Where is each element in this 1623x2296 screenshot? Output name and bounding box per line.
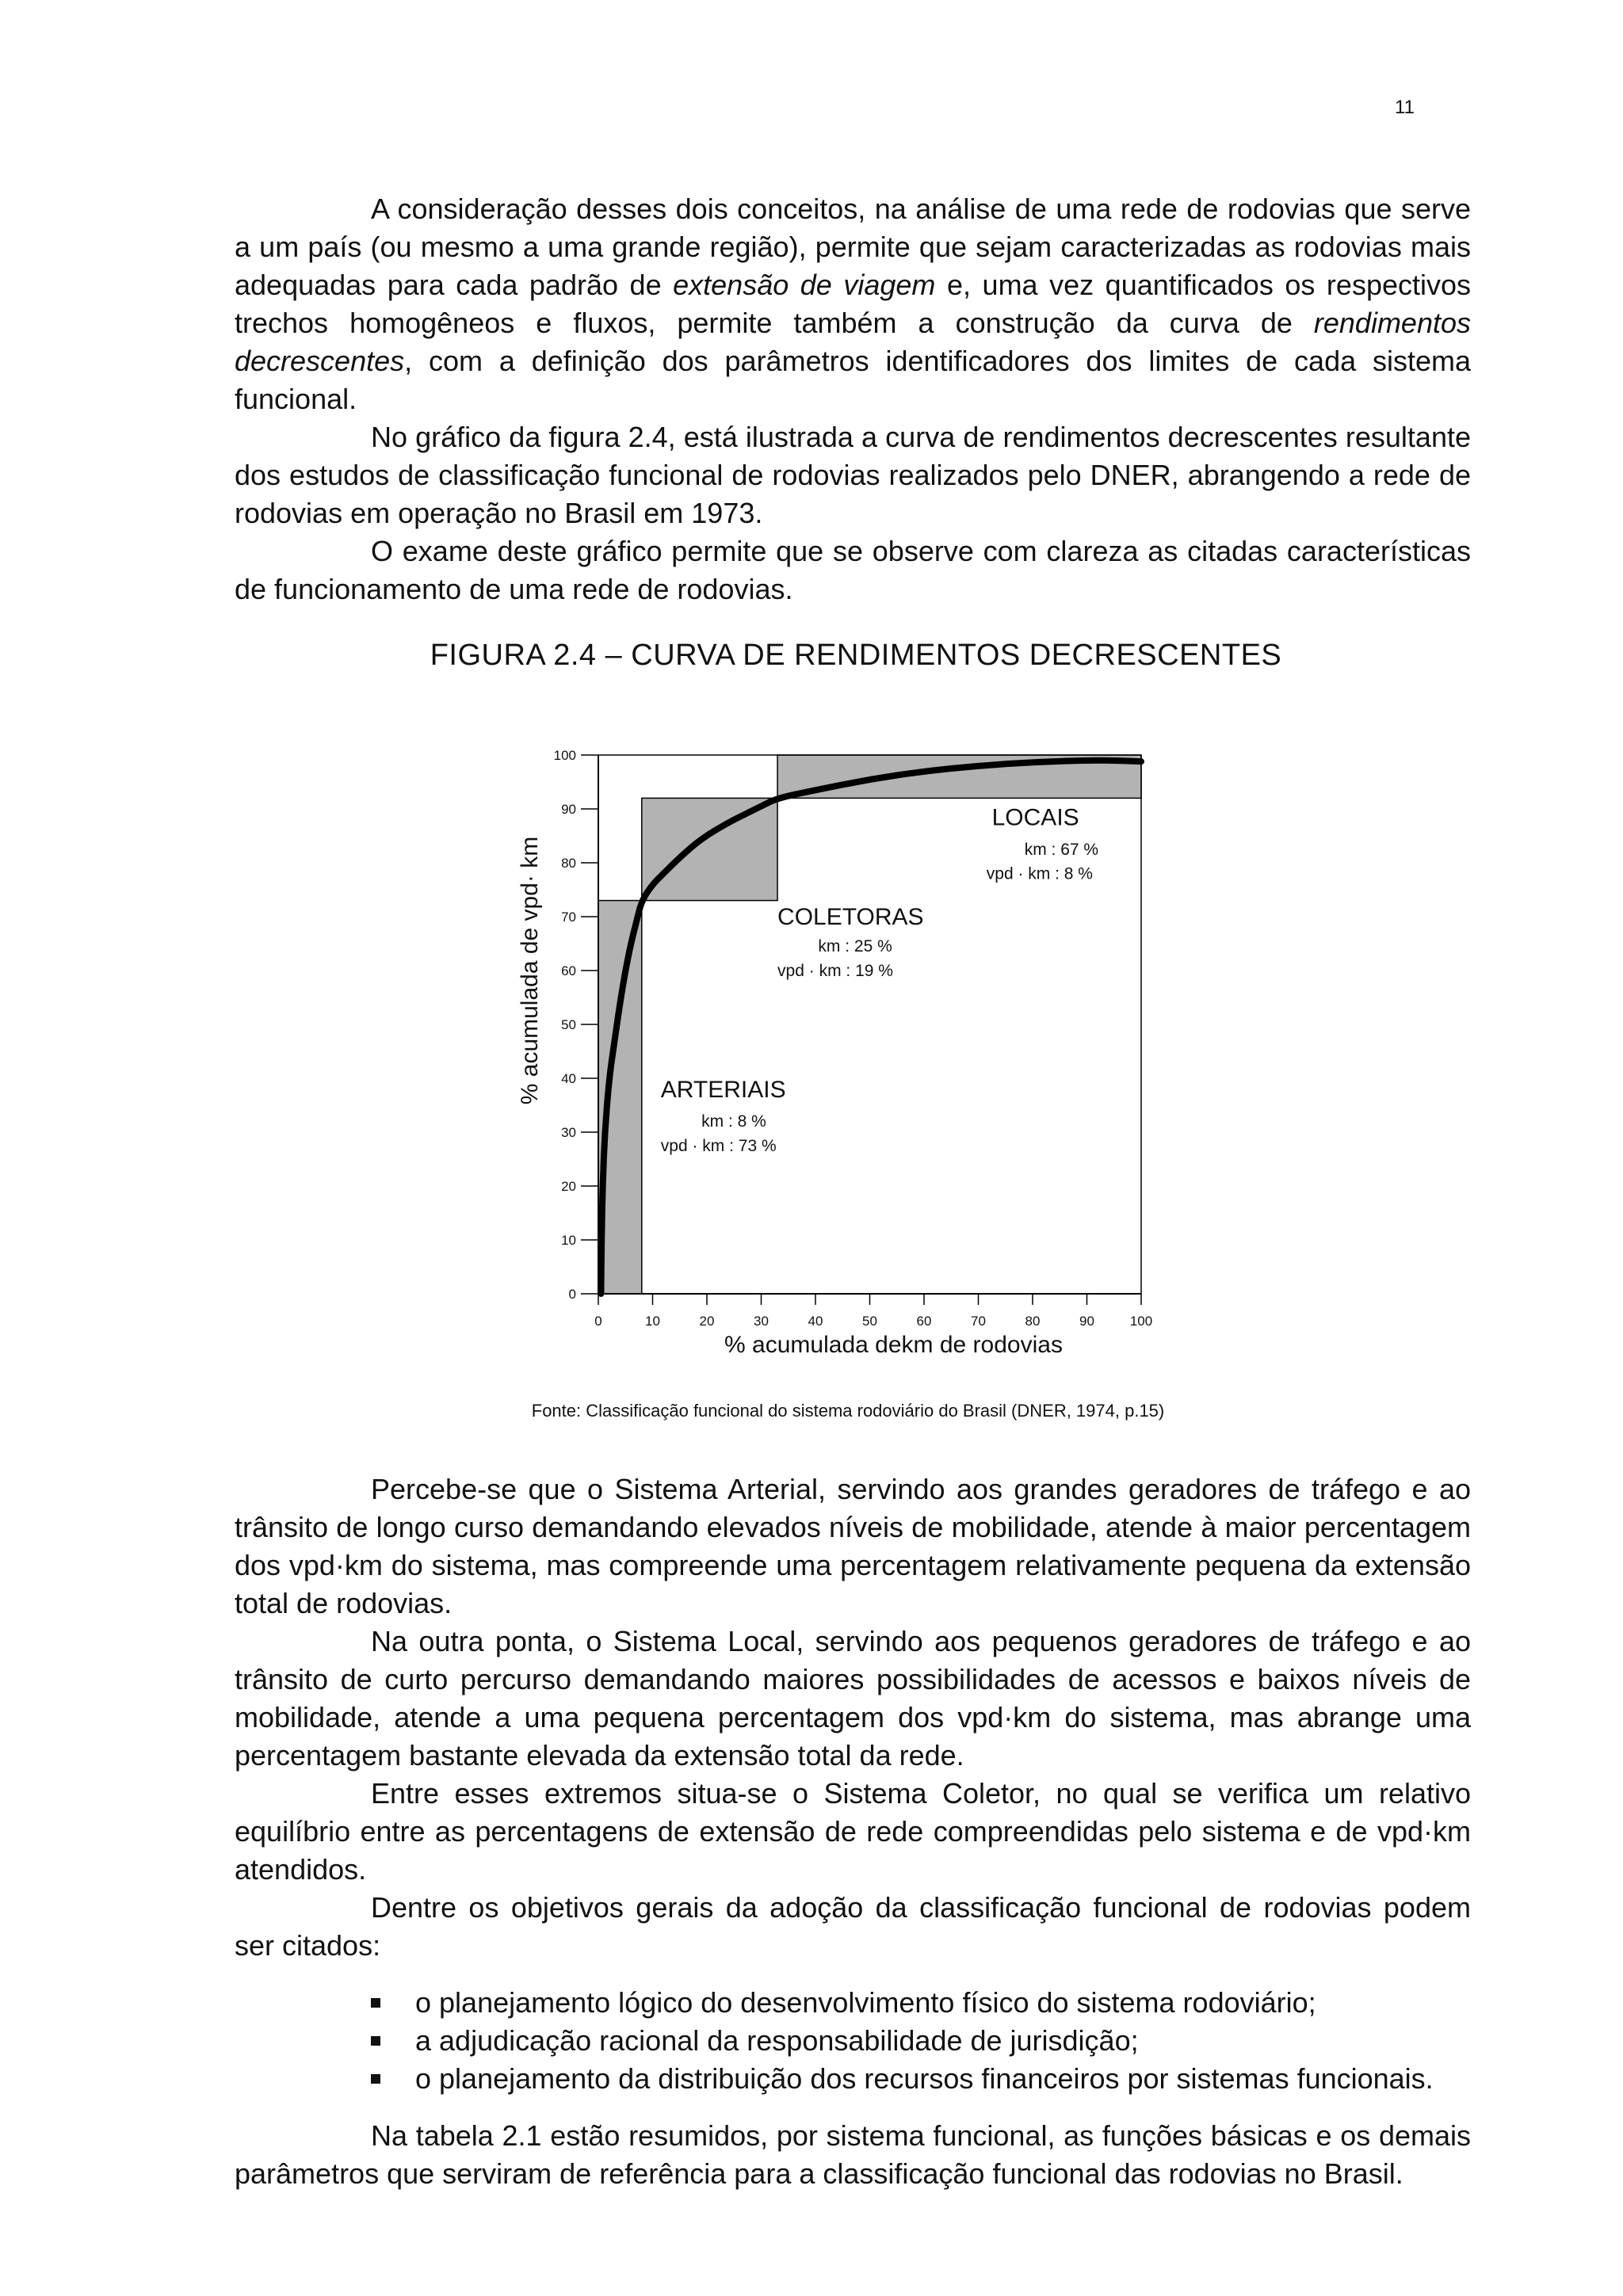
paragraph-2: No gráfico da figura 2.4, está ilustrada a curva de rendimentos decrescentes resultante dos estudos de classificação funcional de rodovias realizados pelo DNER, abrangendo a rede de rodovias em operação no Brasil em 1973. xyxy=(235,421,1471,529)
list-item xyxy=(371,2060,1471,2098)
paragraph-1 xyxy=(235,190,1471,418)
list-item-text: a adjudicação racional da responsabilidade de jurisdição; xyxy=(415,2024,1139,2057)
body-text-after xyxy=(235,1470,1471,2193)
p1-emphasis-2: rendimentos decrescentes xyxy=(235,307,1471,377)
list-item xyxy=(371,2022,1471,2060)
annotation-arteriais-title: ARTERIAIS xyxy=(660,1076,786,1103)
x-tick-label: 50 xyxy=(862,1314,877,1329)
x-tick-label: 0 xyxy=(594,1314,602,1329)
paragraph-3: O exame deste gráfico permite que se observe com clareza as citadas características de funcionamento de uma rede de rodovias. xyxy=(235,535,1471,605)
annotation-arteriais-vpd: vpd · km : 73 % xyxy=(660,1136,777,1155)
x-tick-label: 10 xyxy=(645,1314,660,1329)
paragraph-7: Dentre os objetivos gerais da adoção da classificação funcional de rodovias podem ser citados: xyxy=(235,1891,1471,1962)
paragraph-5: Na outra ponta, o Sistema Local, servindo aos pequenos geradores de tráfego e ao trânsito de curto percurso demandando maiores possibilidades de acessos e baixos níveis de mobilidade, atende a uma pequena percentagem dos vpd·km do sistema, mas abrange uma percentagem bastante elevada da extensão total da rede. xyxy=(235,1625,1471,1772)
p1-part-a: A consideração desses dois conceitos, na análise de uma rede de rodovias que serve a um país (ou mesmo a uma grande região), permite que sejam caracterizadas as rodovias mais adequadas para cada padrão de xyxy=(235,193,1471,301)
list-item-text: o planejamento da distribuição dos recursos financeiros por sistemas funcionais. xyxy=(415,2062,1434,2095)
x-tick-label: 100 xyxy=(1129,1314,1153,1329)
list-item xyxy=(371,1984,1471,2022)
x-axis-label: % acumulada dekm de rodovias xyxy=(724,1332,1063,1358)
page-number: 11 xyxy=(1395,97,1415,118)
chart-svg xyxy=(507,729,1189,1363)
y-tick-label: 40 xyxy=(561,1071,576,1086)
annotation-locais-km: km : 67 % xyxy=(1024,840,1099,859)
x-tick-label: 30 xyxy=(754,1314,769,1329)
paragraph-4: Percebe-se que o Sistema Arterial, servindo aos grandes geradores de tráfego e ao trânsito de longo curso demandando elevados níveis de mobilidade, atende à maior percentagem dos vpd·km do sistema, mas compreende uma percentagem relativamente pequena da extensão total de rodovias. xyxy=(235,1473,1471,1619)
paragraph-6: Entre esses extremos situa-se o Sistema Coletor, no qual se verifica um relativo equilíbrio entre as percentagens de extensão de rede compreendidas pelo sistema e de vpd·km atendidos. xyxy=(235,1777,1471,1886)
x-tick-label: 20 xyxy=(699,1314,715,1329)
list-item-text: o planejamento lógico do desenvolvimento físico do sistema rodoviário; xyxy=(415,1986,1316,2019)
p1-part-b: e, uma vez quantificados os respectivos trechos homogêneos e fluxos, permite também a construção da curva de xyxy=(235,269,1472,339)
x-tick-label: 90 xyxy=(1079,1314,1094,1329)
chart xyxy=(507,729,1189,1363)
y-tick-label: 20 xyxy=(561,1179,576,1194)
x-tick-label: 40 xyxy=(808,1314,823,1329)
y-tick-label: 70 xyxy=(561,910,576,925)
figure-title: FIGURA 2.4 – CURVA DE RENDIMENTOS DECRESCENTES xyxy=(430,639,1282,672)
bullet-icon xyxy=(371,2036,380,2046)
y-tick-label: 100 xyxy=(553,748,576,763)
bullet-icon xyxy=(371,1998,380,2008)
objectives-list xyxy=(235,1984,1471,2098)
annotation-locais-vpd: vpd · km : 8 % xyxy=(986,864,1093,883)
x-tick-label: 60 xyxy=(916,1314,932,1329)
y-tick-label: 10 xyxy=(561,1233,576,1248)
bullet-icon xyxy=(371,2074,380,2084)
y-tick-label: 90 xyxy=(561,802,576,817)
annotation-coletoras-title: COLETORAS xyxy=(777,904,924,931)
x-tick-label: 70 xyxy=(971,1314,986,1329)
y-tick-label: 80 xyxy=(561,856,576,871)
box-coletoras xyxy=(642,798,777,900)
x-tick-label: 80 xyxy=(1025,1314,1041,1329)
figure-source: Fonte: Classificação funcional do sistema rodoviário do Brasil (DNER, 1974, p.15) xyxy=(531,1401,1165,1421)
p1-emphasis-1: extensão de viagem xyxy=(673,269,936,301)
y-tick-label: 30 xyxy=(561,1125,576,1140)
paragraph-8: Na tabela 2.1 estão resumidos, por sistema funcional, as funções básicas e os demais parâmetros que serviram de referência para a classificação funcional das rodovias no Brasil. xyxy=(235,2119,1471,2190)
p1-part-c: , com a definição dos parâmetros identificadores dos limites de cada sistema funcional. xyxy=(235,345,1471,415)
annotation-arteriais-km: km : 8 % xyxy=(701,1112,766,1131)
annotation-coletoras-vpd: vpd · km : 19 % xyxy=(777,961,893,980)
y-tick-label: 60 xyxy=(561,963,576,978)
intro-text xyxy=(235,190,1471,608)
y-tick-label: 50 xyxy=(561,1017,576,1032)
annotation-coletoras-km: km : 25 % xyxy=(818,937,892,956)
y-tick-label: 0 xyxy=(568,1287,576,1302)
y-axis-label: % acumulada de vpd· km xyxy=(517,836,543,1105)
annotation-locais-title: LOCAIS xyxy=(991,804,1079,831)
